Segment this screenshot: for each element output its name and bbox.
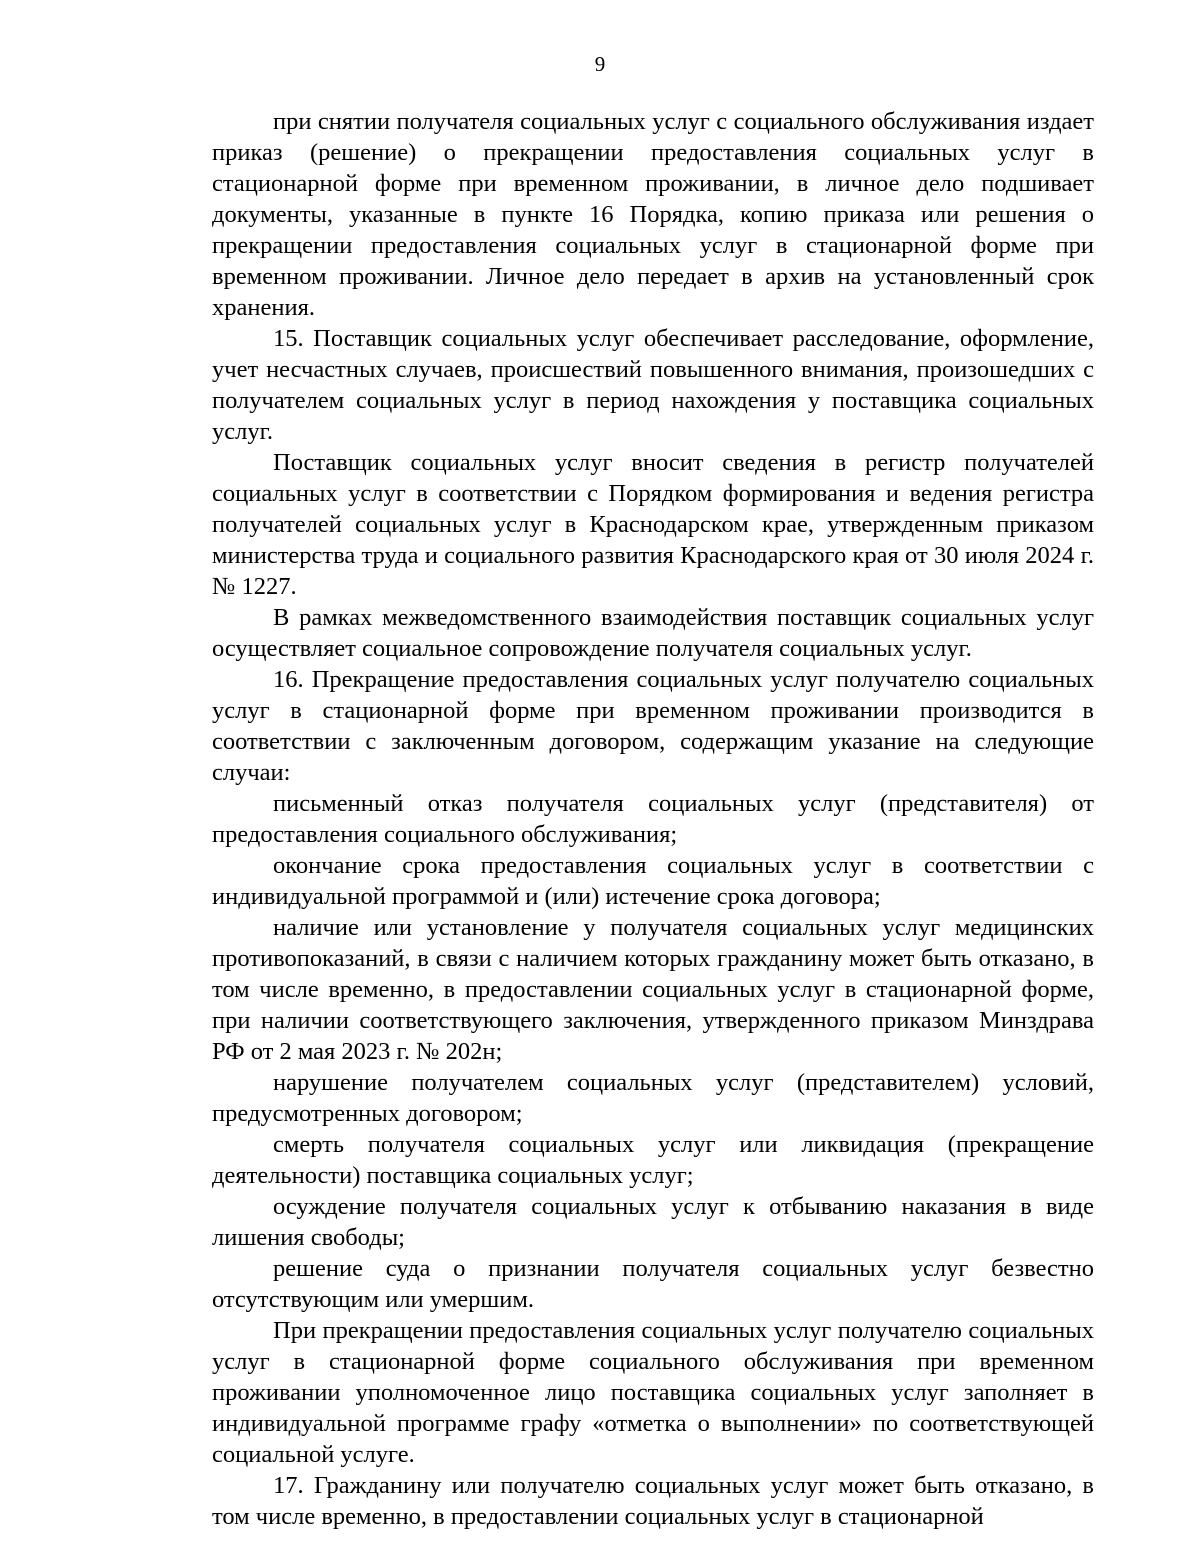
list-item-medical-contraindications: наличие или установление у получателя социальных услуг медицинских противопоказаний, в связи с наличием которых гражданину может быть отказано, в том числе временно, в предоставлении социальных услуг в стационарной форме, при наличии соответствующего заключения, утвержденного приказом Минздрава РФ от 2 мая 2023 г. № 202н; bbox=[212, 914, 1094, 1065]
list-item-written-refusal: письменный отказ получателя социальных услуг (представителя) от предоставления социального обслуживания; bbox=[212, 790, 1094, 848]
paragraph-15-investigation: 15. Поставщик социальных услуг обеспечивает расследование, оформление, учет несчастных случаев, происшествий повышенного внимания, произошедших с получателем социальных услуг в период нахождения у поставщика социальных услуг. bbox=[212, 325, 1094, 445]
paragraph-16-termination: 16. Прекращение предоставления социальных услуг получателю социальных услуг в стационарной форме при временном проживании производится в соответствии с заключенным договором, содержащим указание на следующие случаи: bbox=[212, 666, 1094, 786]
paragraph-program-mark: При прекращении предоставления социальных услуг получателю социальных услуг в стационарной форме социального обслуживания при временном проживании уполномоченное лицо поставщика социальных услуг заполняет в индивидуальной программе графу «отметка о выполнении» по соответствующей социальной услуге. bbox=[212, 1317, 1094, 1468]
list-item-term-expiry: окончание срока предоставления социальных услуг в соответствии с индивидуальной программой и (или) истечение срока договора; bbox=[212, 852, 1094, 910]
list-item-court-decision: решение суда о признании получателя социальных услуг безвестно отсутствующим или умершим. bbox=[212, 1255, 1094, 1313]
list-item-death-liquidation: смерть получателя социальных услуг или ликвидация (прекращение деятельности) поставщика социальных услуг; bbox=[212, 1131, 1094, 1189]
page-number: 9 bbox=[594, 52, 606, 76]
document-body bbox=[212, 106, 1094, 1532]
paragraph-register: Поставщик социальных услуг вносит сведения в регистр получателей социальных услуг в соответствии с Порядком формирования и ведения регистра получателей социальных услуг в Краснодарском крае, утвержденным приказом министерства труда и социального развития Краснодарского края от 30 июля 2024 г. № 1227. bbox=[212, 449, 1094, 600]
paragraph-17-refusal: 17. Гражданину или получателю социальных услуг может быть отказано, в том числе временно, в предоставлении социальных услуг в стационарной bbox=[212, 1472, 1094, 1530]
paragraph-interagency: В рамках межведомственного взаимодействия поставщик социальных услуг осуществляет социальное сопровождение получателя социальных услуг. bbox=[212, 604, 1094, 662]
paragraph-decision-order: при снятии получателя социальных услуг с социального обслуживания издает приказ (решение) о прекращении предоставления социальных услуг в стационарной форме при временном проживании, в личное дело подшивает документы, указанные в пункте 16 Порядка, копию приказа или решения о прекращении предоставления социальных услуг в стационарной форме при временном проживании. Личное дело передает в архив на установленный срок хранения. bbox=[212, 108, 1094, 321]
list-item-contract-violation: нарушение получателем социальных услуг (представителем) условий, предусмотренных договором; bbox=[212, 1069, 1094, 1127]
list-item-conviction: осуждение получателя социальных услуг к отбыванию наказания в виде лишения свободы; bbox=[212, 1193, 1094, 1251]
